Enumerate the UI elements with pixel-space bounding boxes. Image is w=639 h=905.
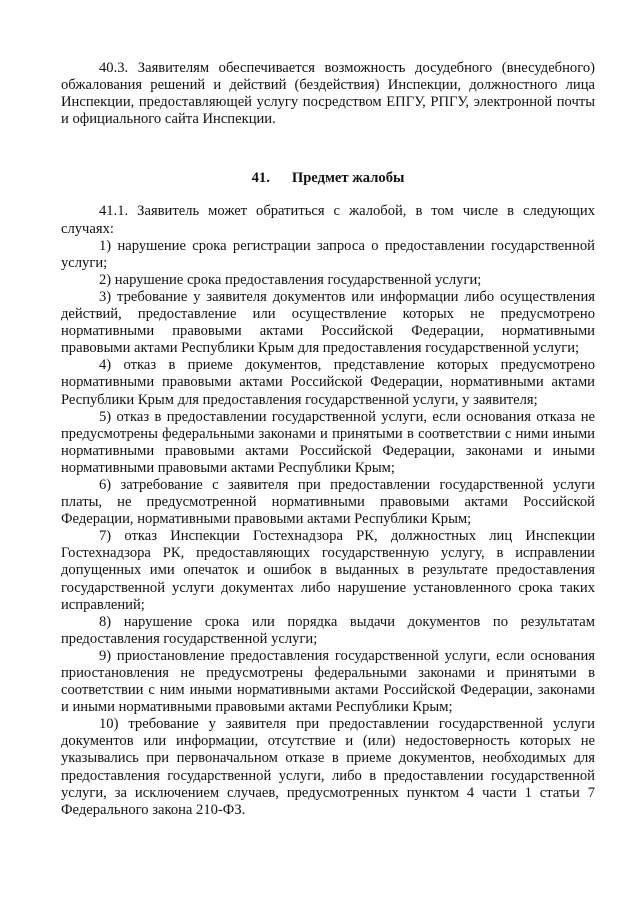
list-item-1: 1) нарушение срока регистрации запроса о предоставлении государственной услуги;	[61, 237, 595, 271]
list-item-9: 9) приостановление предоставления государственной услуги, если основания приостановления не предусмотрены федеральными законами и принятыми в соответствии с ним иными нормативными актами Российской Федерации, законами и иными нормативными правовыми актами Республики Крым;	[61, 647, 595, 716]
paragraph-40-3: 40.3. Заявителям обеспечивается возможность досудебного (внесудебного) обжалования решений и действий (бездействия) Инспекции, должностного лица Инспекции, предоставляющей услугу посредством ЕПГУ, РПГУ, электронной почты и официального сайта Инспекции.	[61, 60, 595, 128]
list-item-7: 7) отказ Инспекции Гостехнадзора РК, должностных лиц Инспекции Гостехнадзора РК, предоставляющих государственную услугу, в исправлении допущенных ими опечаток и ошибок в выданных в результате предоставления государственной услуги документах либо нарушение установленного срока таких исправлений;	[61, 528, 595, 613]
paragraph-41-1: 41.1. Заявитель может обратиться с жалобой, в том числе в следующих случаях:	[61, 203, 595, 237]
list-item-4: 4) отказ в приеме документов, представление которых предусмотрено нормативными правовыми актами Российской Федерации, нормативными актами Республики Крым для предоставления государственной услуги, у заявителя;	[61, 357, 595, 408]
document-page	[61, 60, 595, 819]
list-item-2: 2) нарушение срока предоставления государственной услуги;	[99, 271, 482, 288]
section-number: 41.	[251, 170, 270, 187]
list-item-5: 5) отказ в предоставлении государственной услуги, если основания отказа не предусмотрены федеральными законами и принятыми в соответствии с ними иными нормативными правовыми актами Российской Федерации, законами и иными нормативными правовыми актами Республики Крым;	[61, 408, 595, 476]
list-item-10: 10) требование у заявителя при предоставлении государственной услуги документов или информации, отсутствие и (или) недостоверность которых не указывались при первоначальном отказе в приеме документов, необходимых для предоставления государственной услуги, либо в предоставлении государственной услуги, за исключением случаев, предусмотренных пунктом 4 части 1 статьи 7 Федерального закона 210-ФЗ.	[61, 716, 595, 818]
list-item-3: 3) требование у заявителя документов или информации либо осуществления действий, предоставление или осуществление которых не предусмотрено нормативными правовыми актами Российской Федерации, нормативными правовыми актами Республики Крым для предоставления государственной услуги;	[61, 288, 595, 357]
section-title: Предмет жалобы	[291, 170, 405, 187]
list-item-6: 6) затребование с заявителя при предоставлении государственной услуги платы, не предусмотренной нормативными правовыми актами Российской Федерации, нормативными правовыми актами Республики Крым;	[61, 476, 595, 528]
list-item-8: 8) нарушение срока или порядка выдачи документов по результатам предоставления государственной услуги;	[61, 613, 595, 647]
section-heading	[61, 170, 595, 187]
